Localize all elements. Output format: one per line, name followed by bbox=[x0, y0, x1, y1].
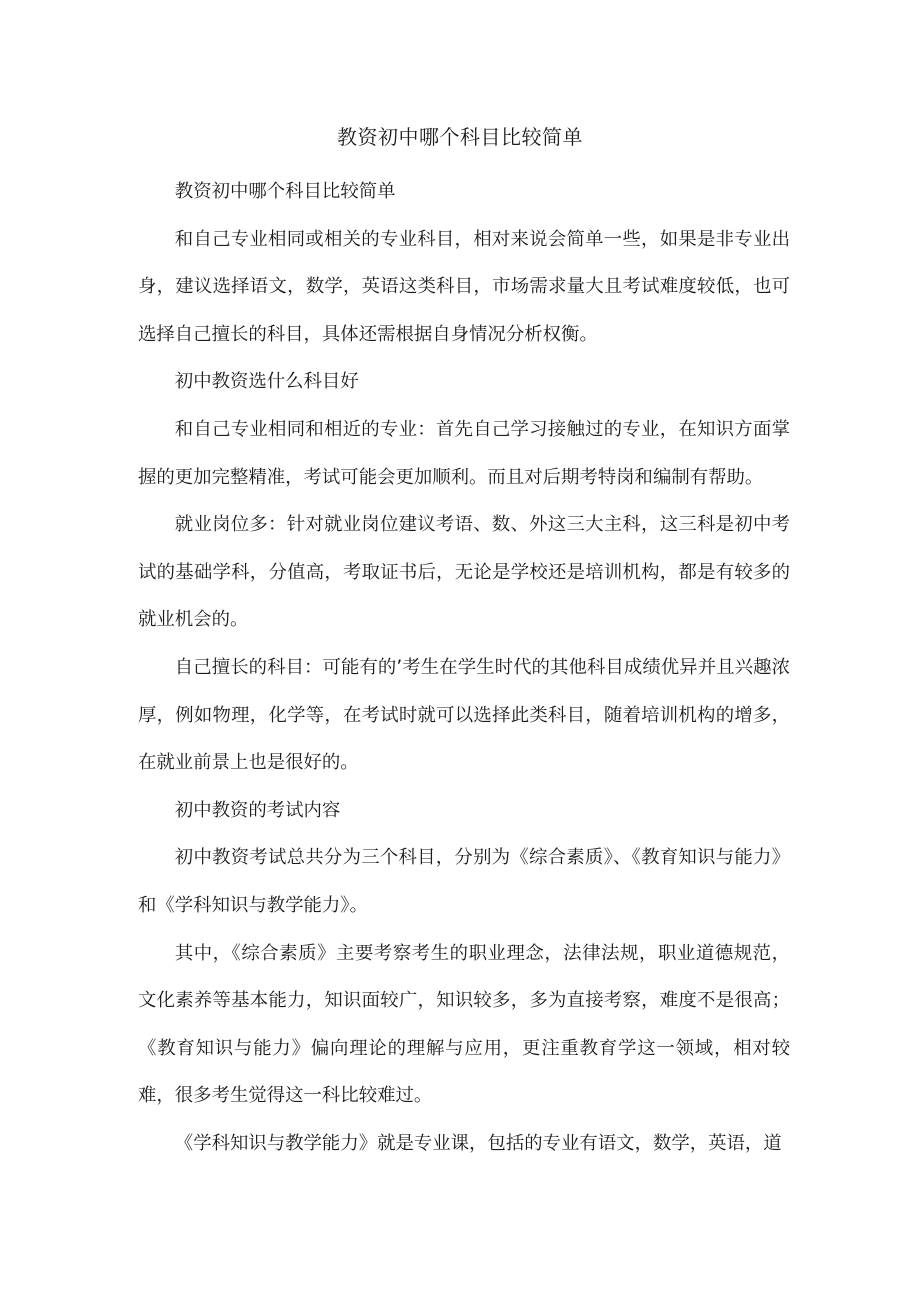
paragraph: 就业岗位多：针对就业岗位建议考语、数、外这三大主科，这三科是初中考试的基础学科，分值高，考取证书后，无论是学校还是培训机构，都是有较多的就业机会的。 bbox=[138, 514, 790, 631]
paragraph: 初中教资考试总共分为三个科目，分别为《综合素质》、《教育知识与能力》和《学科知识与教学能力》。 bbox=[138, 847, 790, 916]
paragraph: 和自己专业相同和相近的专业：首先自己学习接触过的专业，在知识方面掌握的更加完整精准，考试可能会更加顺利。而且对后期考特岗和编制有帮助。 bbox=[138, 418, 790, 488]
document-title: 教资初中哪个科目比较简单 bbox=[337, 125, 583, 149]
paragraph-subheading: 教资初中哪个科目比较简单 bbox=[174, 181, 396, 202]
paragraph: 《学科知识与教学能力》就是专业课，包括的专业有语文，数学，英语，道 bbox=[174, 1132, 782, 1154]
paragraph-subheading: 初中教资选什么科目好 bbox=[174, 371, 359, 393]
document-body bbox=[138, 168, 790, 1167]
paragraph: 其中，《综合素质》主要考察考生的职业理念，法律法规，职业道德规范，文化素养等基本能力，知识面较广，知识较多，多为直接考察，难度不是很高；《教育知识与能力》偏向理论的理解与应用，更注重教育学这一领域，相对较难，很多考生觉得这一科比较难过。 bbox=[138, 942, 790, 1107]
paragraph-subheading: 初中教资的考试内容 bbox=[174, 799, 341, 821]
paragraph: 自己擅长的科目：可能有的’考生在学生时代的其他科目成绩优异并且兴趣浓厚，例如物理，化学等，在考试时就可以选择此类科目，随着培训机构的增多，在就业前景上也是很好的。 bbox=[138, 656, 790, 774]
paragraph: 和自己专业相同或相关的专业科目，相对来说会简单一些，如果是非专业出身，建议选择语文，数学，英语这类科目，市场需求量大且考试难度较低，也可选择自己擅长的科目，具体还需根据自身情况分析权衡。 bbox=[138, 228, 790, 345]
